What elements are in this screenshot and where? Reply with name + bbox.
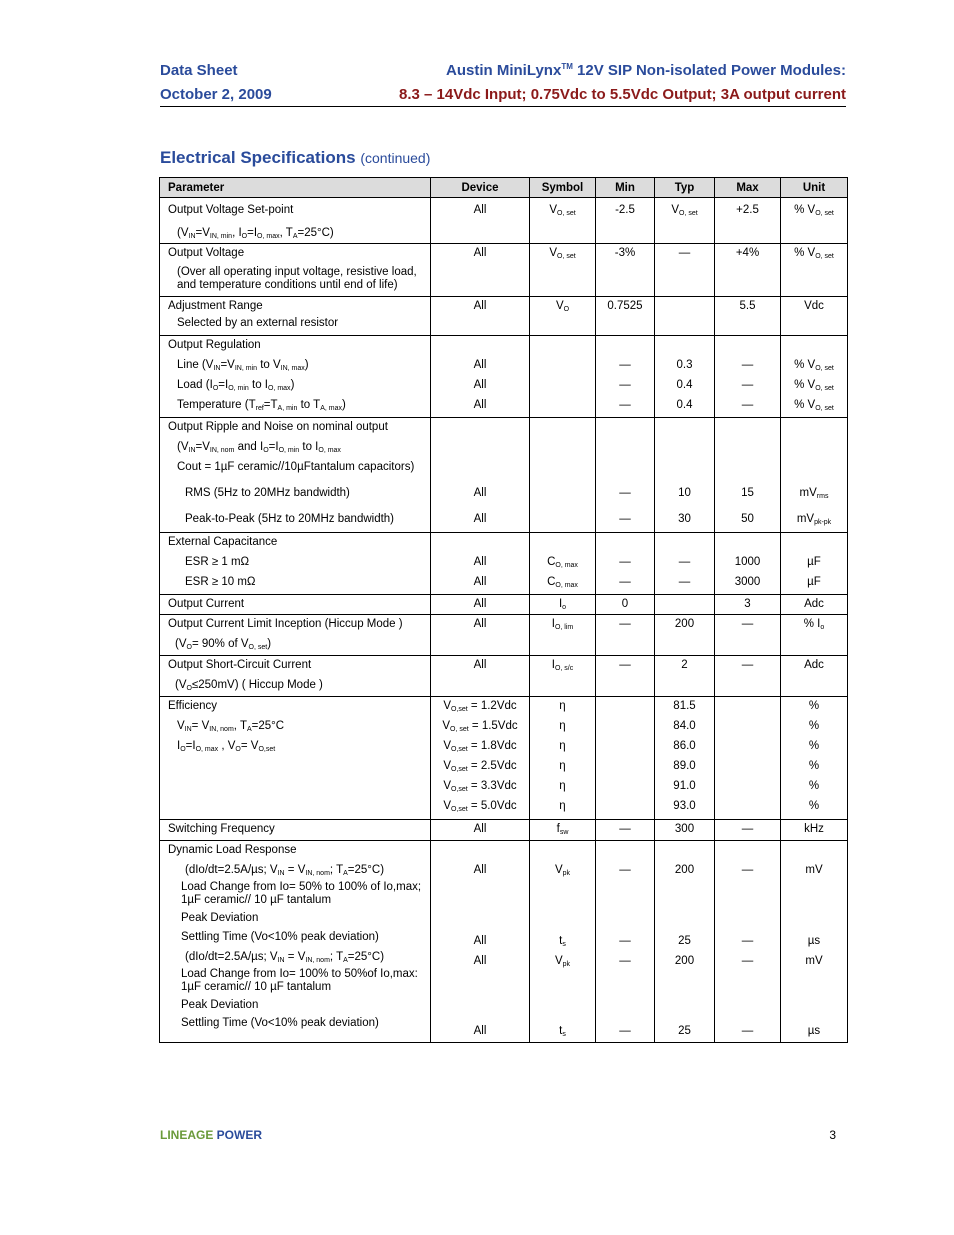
unit-cell: Vdc [781, 297, 848, 336]
doc-type: Data Sheet [160, 62, 238, 79]
device-cell: All All [431, 533, 530, 595]
min-cell: — — [596, 418, 655, 533]
table-row [160, 533, 848, 595]
table-row [160, 198, 848, 244]
unit-cell: µF µF [781, 533, 848, 595]
symbol-cell: $V_O$ [530, 297, 596, 336]
device-cell: All [431, 244, 530, 297]
header-divider [160, 106, 846, 107]
min-cell: — [596, 820, 655, 841]
col-header: Symbol [530, 178, 596, 198]
product-title: Austin MiniLynx™ 12V SIP Non-isolated Power Modules: [446, 62, 846, 79]
min-cell: -2.5 [596, 198, 655, 244]
col-header: Max [715, 178, 781, 198]
typ-cell: 300 [655, 820, 715, 841]
symbol-cell: $I_o$ [530, 595, 596, 615]
param-cell: Output Voltage (Over all operating input voltage, resistive load, and temperature conditions until end of life) [160, 244, 431, 297]
table-header-row [160, 178, 848, 198]
symbol-cell: $V_{pk}$ $t_s$ $V_{pk}$ $t_s$ [530, 841, 596, 1043]
param-cell: External Capacitance ESR ≥ 1 mΩ ESR ≥ 10 mΩ [160, 533, 431, 595]
typ-cell [655, 595, 715, 615]
max-cell: — — — — [715, 841, 781, 1043]
table-row [160, 336, 848, 418]
max-cell: +4% [715, 244, 781, 297]
electrical-spec-table [159, 177, 848, 1043]
symbol-cell: $V_{O, set}$ [530, 244, 596, 297]
unit-cell: Adc [781, 595, 848, 615]
typ-cell: — [655, 244, 715, 297]
footer-brand: LINEAGE POWER [160, 1128, 263, 1142]
typ-cell: 2 [655, 656, 715, 697]
device-cell: All [431, 656, 530, 697]
max-cell: — [715, 820, 781, 841]
min-cell: — [596, 615, 655, 656]
col-header: Min [596, 178, 655, 198]
max-cell: 5.5 [715, 297, 781, 336]
doc-date: October 2, 2009 [160, 86, 272, 103]
table-row [160, 418, 848, 533]
table-row [160, 595, 848, 615]
device-cell: All [431, 615, 530, 656]
min-cell: — [596, 656, 655, 697]
unit-cell: % $V_{O, set}$ % $V_{O, set}$ % $V_{O, set}$ [781, 336, 848, 418]
unit-cell: % $V_{O, set}$ [781, 244, 848, 297]
section-continued: (continued) [360, 150, 431, 166]
param-cell: Output Current [160, 595, 431, 615]
col-header: Unit [781, 178, 848, 198]
unit-cell: % % % % % % [781, 697, 848, 820]
device-cell: All All All [431, 336, 530, 418]
param-cell: Switching Frequency [160, 820, 431, 841]
param-cell: Dynamic Load Response (dIo/dt=2.5A/µs; $V_{IN} = V_{IN, nom}$; $T_A=25^\circ C$) Load Change from Io= 50% to 100% of Io,max; 1µF ceramic// 10 µF tantalum Peak Deviation Settling Time (Vo<10% peak deviation) (dIo/dt=2.5A/µs; $V_{IN} = V_{IN, nom}$; $T_A=25^\circ C$) Load Change from Io= 100% to 50%of Io,max: 1µF ceramic// 10 µF tantalum Peak Deviation Settling Time (Vo<10% peak deviation) [160, 841, 431, 1043]
symbol-cell: $f_{sw}$ [530, 820, 596, 841]
typ-cell: 0.3 0.4 0.4 [655, 336, 715, 418]
device-cell: All [431, 198, 530, 244]
min-cell: 0.7525 [596, 297, 655, 336]
max-cell [715, 697, 781, 820]
min-cell: 0 [596, 595, 655, 615]
table-row [160, 244, 848, 297]
col-header: Parameter [160, 178, 431, 198]
device-cell: All All All All [431, 841, 530, 1043]
product-subtitle: 8.3 – 14Vdc Input; 0.75Vdc to 5.5Vdc Output; 3A output current [398, 86, 846, 103]
section-title: Electrical Specifications (continued) [160, 148, 431, 167]
max-cell: — [715, 615, 781, 656]
unit-cell: % $I_o$ [781, 615, 848, 656]
min-cell [596, 697, 655, 820]
typ-cell: 81.5 84.0 86.0 89.0 91.0 93.0 [655, 697, 715, 820]
param-cell: Output Current Limit Inception (Hiccup Mode ) ($V_O= 90\%$ of $V_{O, set}$) [160, 615, 431, 656]
unit-cell: $mV_{rms}$ $mV_{pk-pk}$ [781, 418, 848, 533]
col-header: Typ [655, 178, 715, 198]
device-cell: $V_{O,set} = 1.2Vdc$ $V_{O, set} = 1.5Vdc$ $V_{O,set} = 1.8Vdc$ $V_{O,set} = 2.5Vdc$ $V_{O,set} = 3.3Vdc$ $V_{O,set} = 5.0Vdc$ [431, 697, 530, 820]
max-cell: 15 50 [715, 418, 781, 533]
unit-cell: Adc [781, 656, 848, 697]
symbol-cell: η η η η η η [530, 697, 596, 820]
device-cell: All [431, 820, 530, 841]
symbol-cell: $V_{O, set}$ [530, 198, 596, 244]
symbol-cell [530, 418, 596, 533]
typ-cell: 10 30 [655, 418, 715, 533]
param-cell: Output Ripple and Noise on nominal output ($V_{IN}=V_{IN, nom}$ and $I_O=I_{O, min}$ to $I_{O, max}$ Cout = 1µF ceramic//10µFtantalum capacitors) RMS (5Hz to 20MHz bandwidth) Peak-to-Peak (5Hz to 20MHz bandwidth) [160, 418, 431, 533]
max-cell: 1000 3000 [715, 533, 781, 595]
symbol-cell: $C_{O, max}$ $C_{O, max}$ [530, 533, 596, 595]
max-cell: +2.5 [715, 198, 781, 244]
typ-cell: 200 25 200 25 [655, 841, 715, 1043]
table-row [160, 656, 848, 697]
page-number: 3 [829, 1128, 836, 1142]
param-cell: Output Short-Circuit Current $(V_O\le 250mV)$ ( Hiccup Mode ) [160, 656, 431, 697]
max-cell: 3 [715, 595, 781, 615]
unit-cell: kHz [781, 820, 848, 841]
unit-cell: % $V_{O, set}$ [781, 198, 848, 244]
table-row [160, 697, 848, 820]
symbol-cell: $I_{O, s/c}$ [530, 656, 596, 697]
device-cell: All All [431, 418, 530, 533]
max-cell: — — — [715, 336, 781, 418]
symbol-cell: $I_{O, lim}$ [530, 615, 596, 656]
param-cell: Output Voltage Set-point ($V_{IN}=V_{IN, min}$, $I_O=I_{O, max}$, $T_A=25^\circ C$) [160, 198, 431, 244]
table-row [160, 615, 848, 656]
typ-cell [655, 297, 715, 336]
col-header: Device [431, 178, 530, 198]
device-cell: All [431, 595, 530, 615]
typ-cell: $V_{O, set}$ [655, 198, 715, 244]
min-cell: — — [596, 533, 655, 595]
symbol-cell [530, 336, 596, 418]
param-cell: Adjustment Range Selected by an external resistor [160, 297, 431, 336]
min-cell: — — — — [596, 841, 655, 1043]
typ-cell: 200 [655, 615, 715, 656]
table-row [160, 297, 848, 336]
min-cell: — — — [596, 336, 655, 418]
device-cell: All [431, 297, 530, 336]
param-cell: Efficiency $V_{IN}= V_{IN, nom}$, $T_A=25^\circ C$ $I_O=I_{O, max}$ , $V_O= V_{O,set}$ [160, 697, 431, 820]
table-row [160, 841, 848, 1043]
typ-cell: — — [655, 533, 715, 595]
table-row [160, 820, 848, 841]
unit-cell: mV µs mV µs [781, 841, 848, 1043]
param-cell: Output Regulation Line ($V_{IN}=V_{IN, min}$ to $V_{IN, max}$) Load ($I_O=I_{O, min}$ to $I_{O, max}$) Temperature ($T_{ref}=T_{A, min}$ to $T_{A, max}$) [160, 336, 431, 418]
min-cell: -3% [596, 244, 655, 297]
max-cell: — [715, 656, 781, 697]
